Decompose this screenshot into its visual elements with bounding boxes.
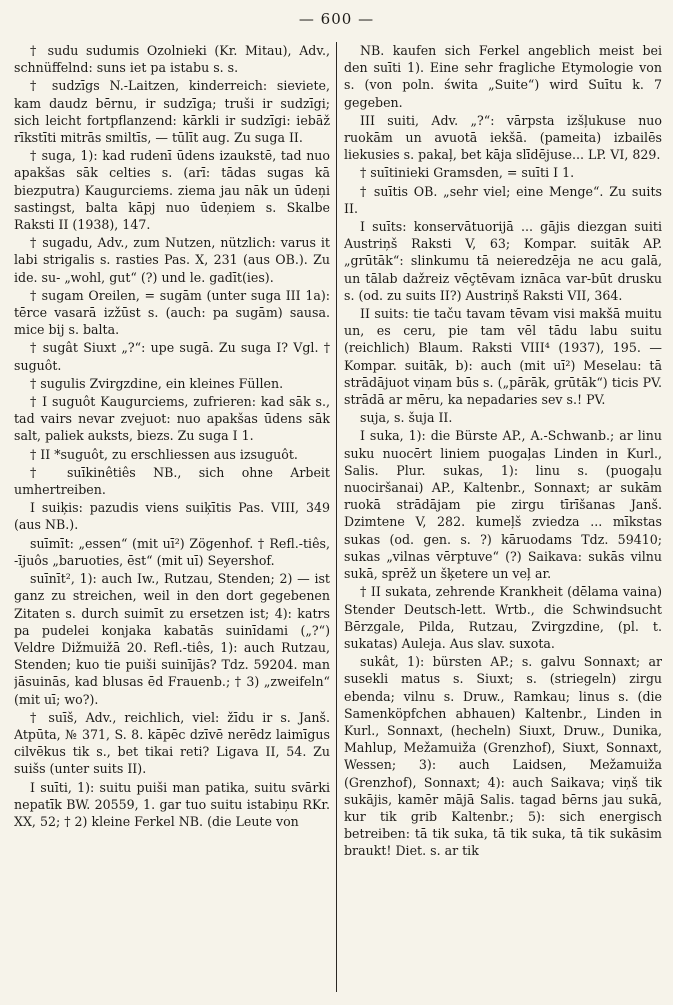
dictionary-entry: † II sukata, zehrende Krankheit (dēlama vaina) Stender Deutsch-lett. Wrtb., die Schwindsucht Bērzgale, Pilda, Rutzau, Zvirgzdine, (pl. t. sukatas) Auleja. Aus slav. suxota. [344,584,662,651]
dictionary-entry: † suga, 1): kad rudenī ūdens izaukstē, tad nuo apakšas sāk celties s. (arī: tādas sugas kā biezputra) Kaugurciems. ziema jau nāk un ūdeņi sastingst, balta kāpj nuo ūdeņiem s. Skalbe Raksti II (1938), 147. [14,148,330,233]
dictionary-entry: III suiti, Adv. „?“: vārpsta izšļukuse nuo ruokām un avuotā iekšā. (pameita) izbailēs liekusies s. pakaļ, bet kāja slīdējuse... LP. VI, 829. [344,112,662,163]
left-column [14,42,330,997]
dictionary-entry: † suīš, Adv., reichlich, viel: žīdu ir s. Janš. Atpūta, № 371, S. 8. kāpēc dzīvē nerēdz laimīgus cilvēkus tik s., bet tikai reti? Ligava II, 54. Zu suišs (unter suits II). [14,709,330,777]
dictionary-entry: † sugam Oreilen, = sugām (unter suga III 1a): tērce vasarā izžūst s. (auch: pa sugām) sausa. mice bij s. balta. [14,287,330,338]
dictionary-entry: † sugadu, Adv., zum Nutzen, nützlich: varus it labi strigalis s. rasties Pas. X, 231 (aus OB.). Zu ide. su- „wohl, gut“ (?) und le. gadīt(ies). [14,235,330,285]
dictionary-entry: suīmīt: „essen“ (mit uī²) Zögenhof. † Refl.-tiês, -ījuôs „baruoties, ēst“ (mit uī) Seyershof. [14,535,330,568]
right-column [344,42,662,997]
dictionary-entry: suja, s. šuja II. [360,410,453,426]
dictionary-entry: † sugulis Zvirgzdine, ein kleines Füllen. [30,375,284,391]
dictionary-entry: I suīti, 1): suitu puiši man patika, suitu svārki nepatīk BW. 20559, 1. gar tuo suitu istabiņu RKr. XX, 52; † 2) kleine Ferkel NB. (die Leute von [14,779,330,829]
dictionary-entry: I suiķis: pazudis viens suiķītis Pas. VIII, 349 (aus NB.). [14,500,330,533]
dictionary-entry: II suits: tie taču tavam tēvam visi makšā muitu un, es ceru, pie tam vēl tādu labu suitu (reichlich) Blaum. Raksti VIII⁴ (1937), 195. — Kompar. suitāk, b): auch (mit uī²) Meselau: tā strādājuot viņam būs s. („pārāk, grūtāk“) ticis PV. strādā ar mēru, ka nepadaries sev s.! PV. [344,306,662,408]
page-number: — 600 — [298,10,375,28]
dictionary-entry: suīnīt², 1): auch Iw., Rutzau, Stenden; 2) — ist ganz zu streichen, weil in den dort gegebenen Zitaten s. durch suimīt zu ersetzen ist; 4): katrs pa pudelei konjaka kabatās suinīdami („?“) Veldre Dižmuižā 20. Refl.-tiês, 1): auch Rutzau, Stenden; kuo tie puiši suinījās? Tdz. 59204. man jāsuinās, kad blusas ēd Frauenb.; † 3) „zweifeln“ (mit uī; wo?). [14,571,330,707]
dictionary-entry: sukât, 1): bürsten AP.; s. galvu Sonnaxt; ar susekli matus s. Siuxt; s. (striegeln) zirgu ebenda; vilnu s. Druw., Ramkau; linus s. (die Samenköpfchen abhauen) Kaltenbr., Linden in Kurl., Sonnaxt, (hecheln) Siuxt, Druw., Dunika, Mahlup, Mežamuiža (Grenzhof), Siuxt, Sonnaxt, Wessen; 3): auch Laidsen, Mežamuiža (Grenzhof), Sonnaxt; 4): auch Saikava; viņš tik sukājis, kamēr mājā Salis. tagad bērns jau sukā, kur tik grib Kaltenbr.; 5): sich energisch betreiben: tā tik suka, tā tik suka, tā tik sukāsim braukt! Diet. s. ar tik [344,654,662,859]
column-divider [336,42,337,992]
dictionary-entry: † suīkinêtiês NB., sich ohne Arbeit umhertreiben. [14,464,330,498]
dictionary-entry: I suka, 1): die Bürste AP., A.-Schwanb.; ar linu suku nuocērt liniem puogaļas Linden in Kurl., Salis. Plur. sukas, 1): linu s. (puogaļu nuociršanai) AP., Kaltenbr., Sonnaxt; ar sukām ruokā strādājam pie zirgu tīrīšanas Janš. Dzimtene V, 282. kumeļš zviedza ... mīkstas sukas (od. gen. s. ?) kāruodams Tdz. 59410; sukas „vilnas vērptuve“ (?) Saikava: sukās vilnu sukā, sprēž un šķetere un veļ ar. [344,428,662,582]
dictionary-entry: † suītis OB. „sehr viel; eine Menge“. Zu suits II. [344,183,662,216]
dictionary-entry: † sugât Siuxt „?“: upe sugā. Zu suga I? Vgl. † suguôt. [14,340,330,373]
dictionary-entry: † suītinieki Gramsden, = suīti I 1. [360,165,575,181]
dictionary-entry: I suīts: konservātuorijā ... gājis diezgan suiti Austriņš Raksti V, 63; Kompar. suitāk AP. „grūtāk“: slinkumu tā neieredzēja ne acu galā, un tālab dažreiz vēçtēvam iznāca var-būt drusku s. (od. zu suits II?) Austriņš Raksti VII, 364. [344,219,662,303]
dictionary-entry: NB. kaufen sich Ferkel angeblich meist bei den suīti 1). Eine sehr fragliche Etymologie von s. (von poln. świta „Suite“) wird Suītu k. 7 gegeben. [344,43,662,110]
dictionary-entry: † sudu sudumis Ozolnieki (Kr. Mitau), Adv., schnüffelnd: suns iet pa istabu s. s. [14,43,330,76]
dictionary-entry: † II *suguôt, zu erschliessen aus izsuguôt. [30,446,298,462]
dictionary-entry: † I suguôt Kaugurciems, zufrieren: kad sāk s., tad vairs nevar zvejuot: nuo apakšas ūdens sāk salt, paliek auksts, biezs. Zu suga I 1. [14,394,330,444]
dictionary-entry: † sudzīgs N.-Laitzen, kinderreich: sieviete, kam daudz bērnu, ir sudzīga; truši ir sudzīgi; sich leicht fortpflanzend: kārkli ir sudzīgi: iebāž rīkstīti mitrās smiltīs, — tūlīt aug. Zu suga II. [14,78,330,146]
